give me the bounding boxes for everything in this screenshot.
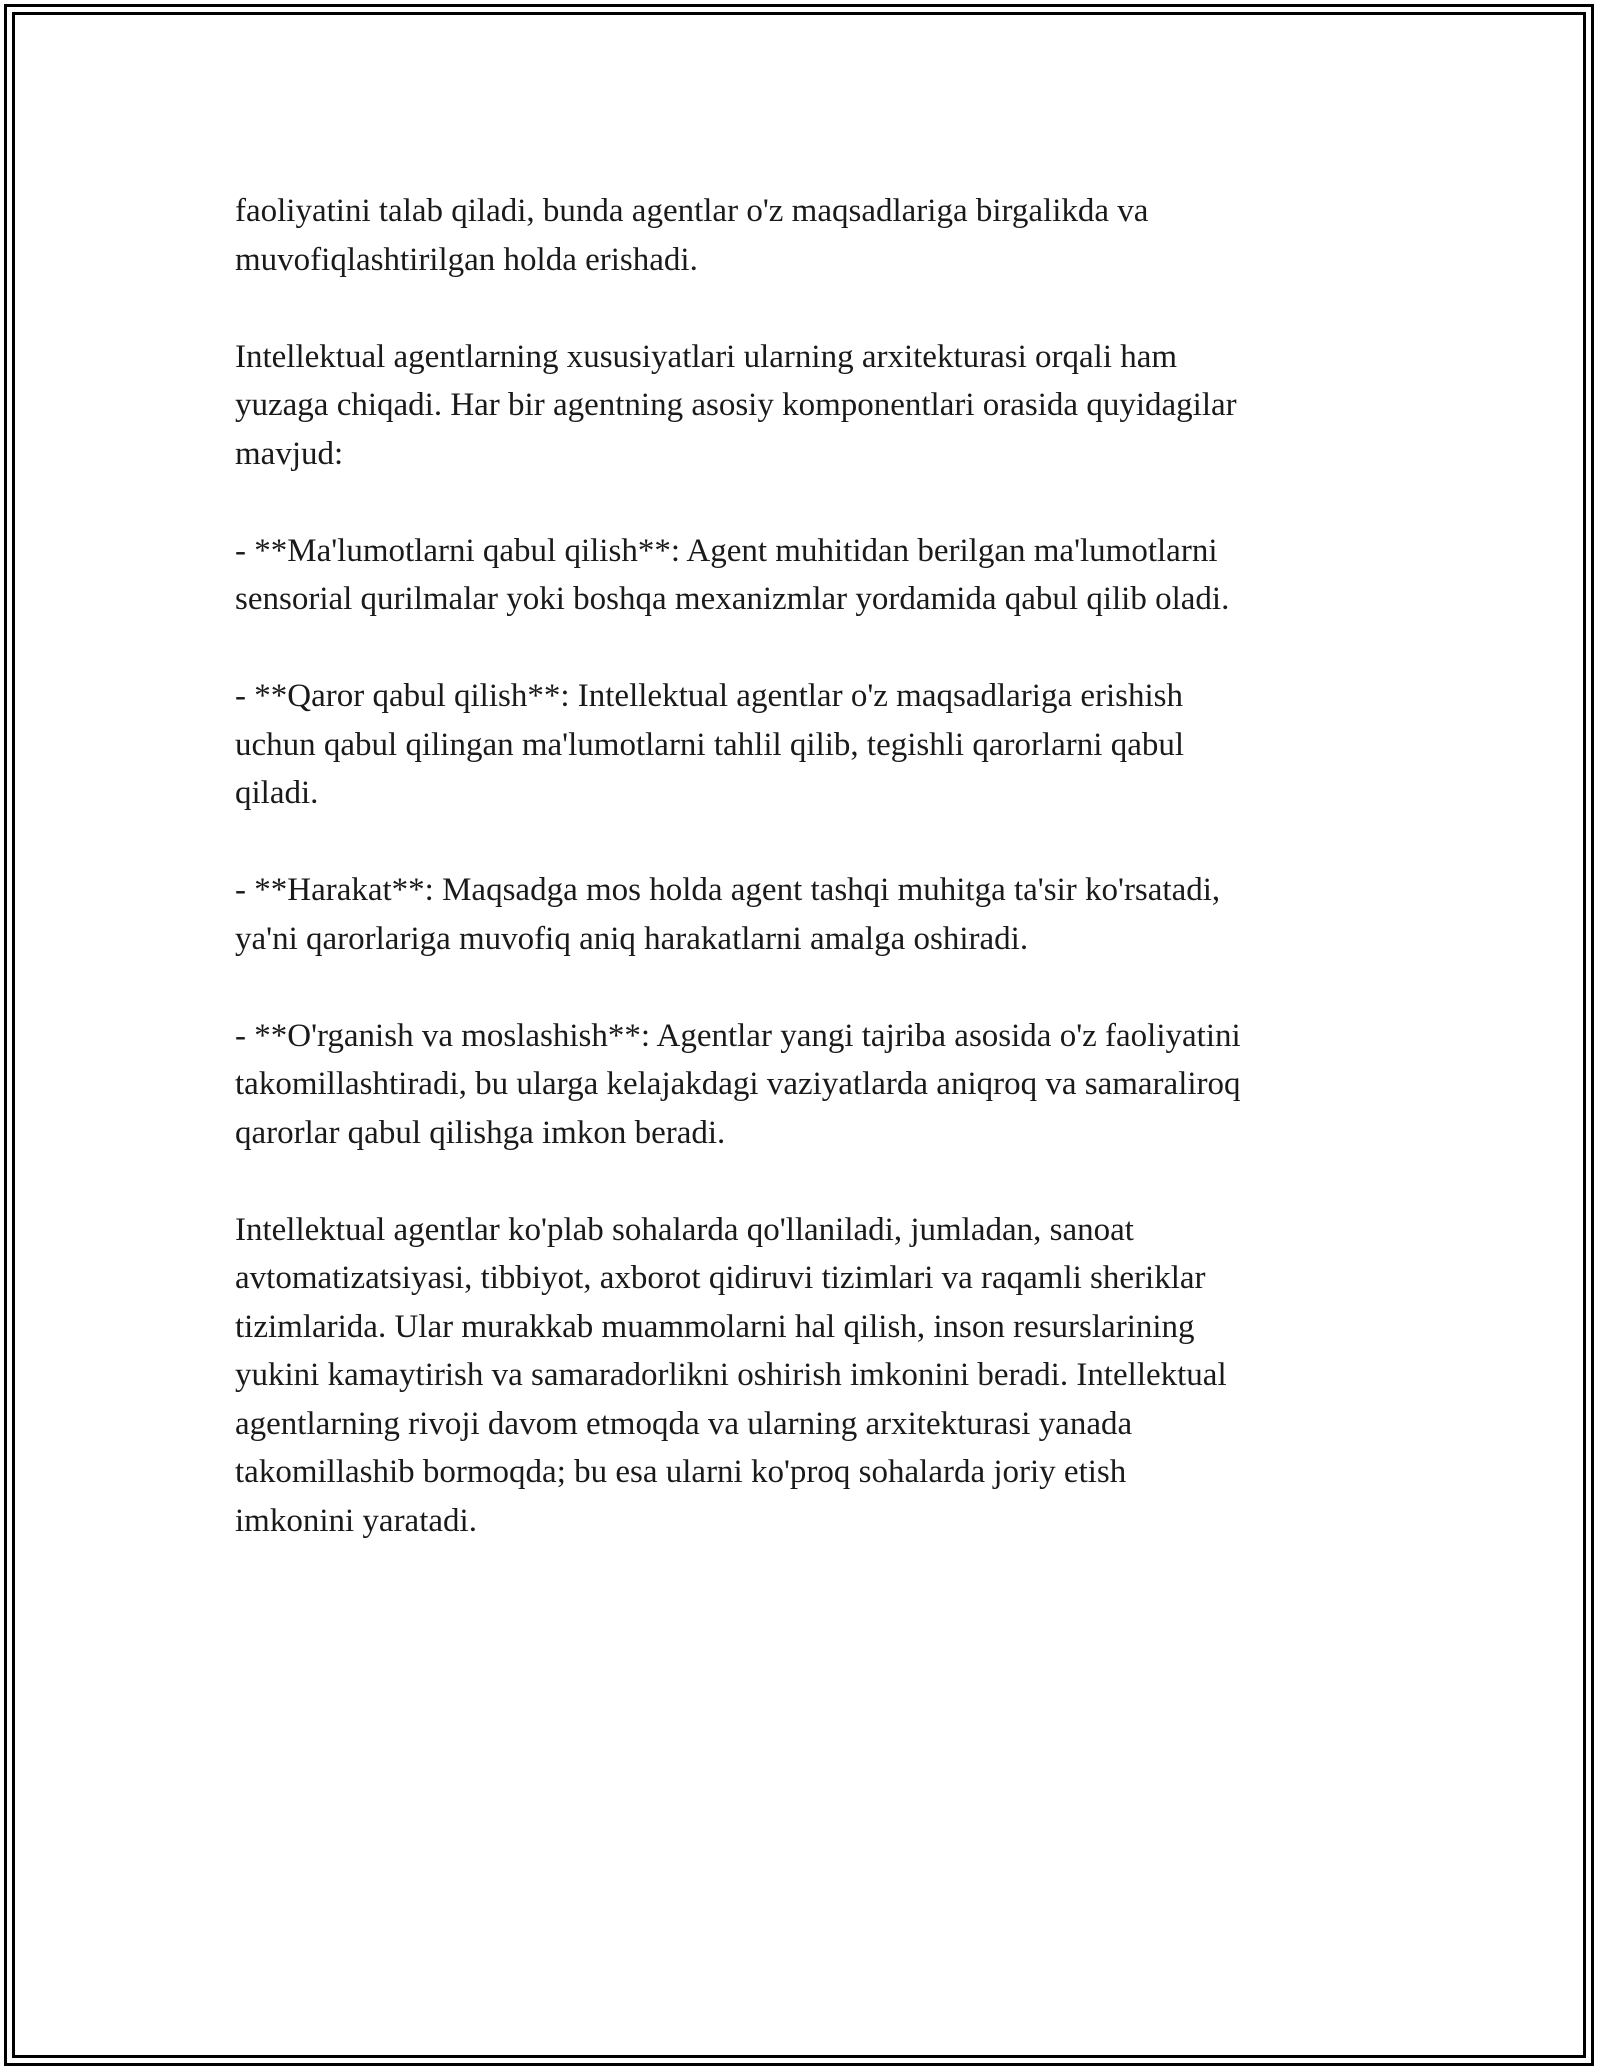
list-item-action: - **Harakat**: Maqsadga mos holda agent tashqi muhitga ta'sir ko'rsatadi, ya'ni qarorlariga muvofiq aniq harakatlarni amalga oshiradi. bbox=[235, 872, 1221, 957]
list-item-decision-making: - **Qaror qabul qilish**: Intellektual agentlar o'z maqsadlariga erishish uchun qabul qilingan ma'lumotlarni tahlil qilib, tegishli qarorlarni qabul qiladi. bbox=[235, 678, 1185, 811]
paragraph-architecture: Intellektual agentlarning xususiyatlari ularning arxitekturasi orqali ham yuzaga chiqadi. Har bir agentning asosiy komponentlari orasida quyidagilar mavjud: bbox=[235, 338, 1237, 472]
paragraph-intro-continuation: faoliyatini talab qiladi, bunda agentlar o'z maqsadlariga birgalikda va muvofiqlashtirilgan holda erishadi. bbox=[235, 193, 1149, 278]
list-item-learning-adaptation: - **O'rganish va moslashish**: Agentlar yangi tajriba asosida o'z faoliyatini takomillashtiradi, bu ularga kelajakdagi vaziyatlarda aniqroq va samaraliroq qarorlar qabul qilishga imkon beradi. bbox=[235, 1017, 1241, 1151]
document-body bbox=[235, 187, 1375, 1594]
list-item-data-reception: - **Ma'lumotlarni qabul qilish**: Agent muhitidan berilgan ma'lumotlarni sensorial qurilmalar yoki boshqa mexanizmlar yordamida qabul qilib oladi. bbox=[235, 532, 1230, 617]
paragraph-applications: Intellektual agentlar ko'plab sohalarda qo'llaniladi, jumladan, sanoat avtomatizatsiyasi, tibbiyot, axborot qidiruvi tizimlari va raqamli sheriklar tizimlarida. Ular murakkab muammolarni hal qilish, inson resurslarining yukini kamaytirish va samaradorlikni oshirish imkonini beradi. Intellektual agentlarning rivoji davom etmoqda va ularning arxitekturasi yanada takomillashib bormoqda; bu esa ularni ko'proq sohalarda joriy etish imkonini yaratadi. bbox=[235, 1211, 1227, 1539]
